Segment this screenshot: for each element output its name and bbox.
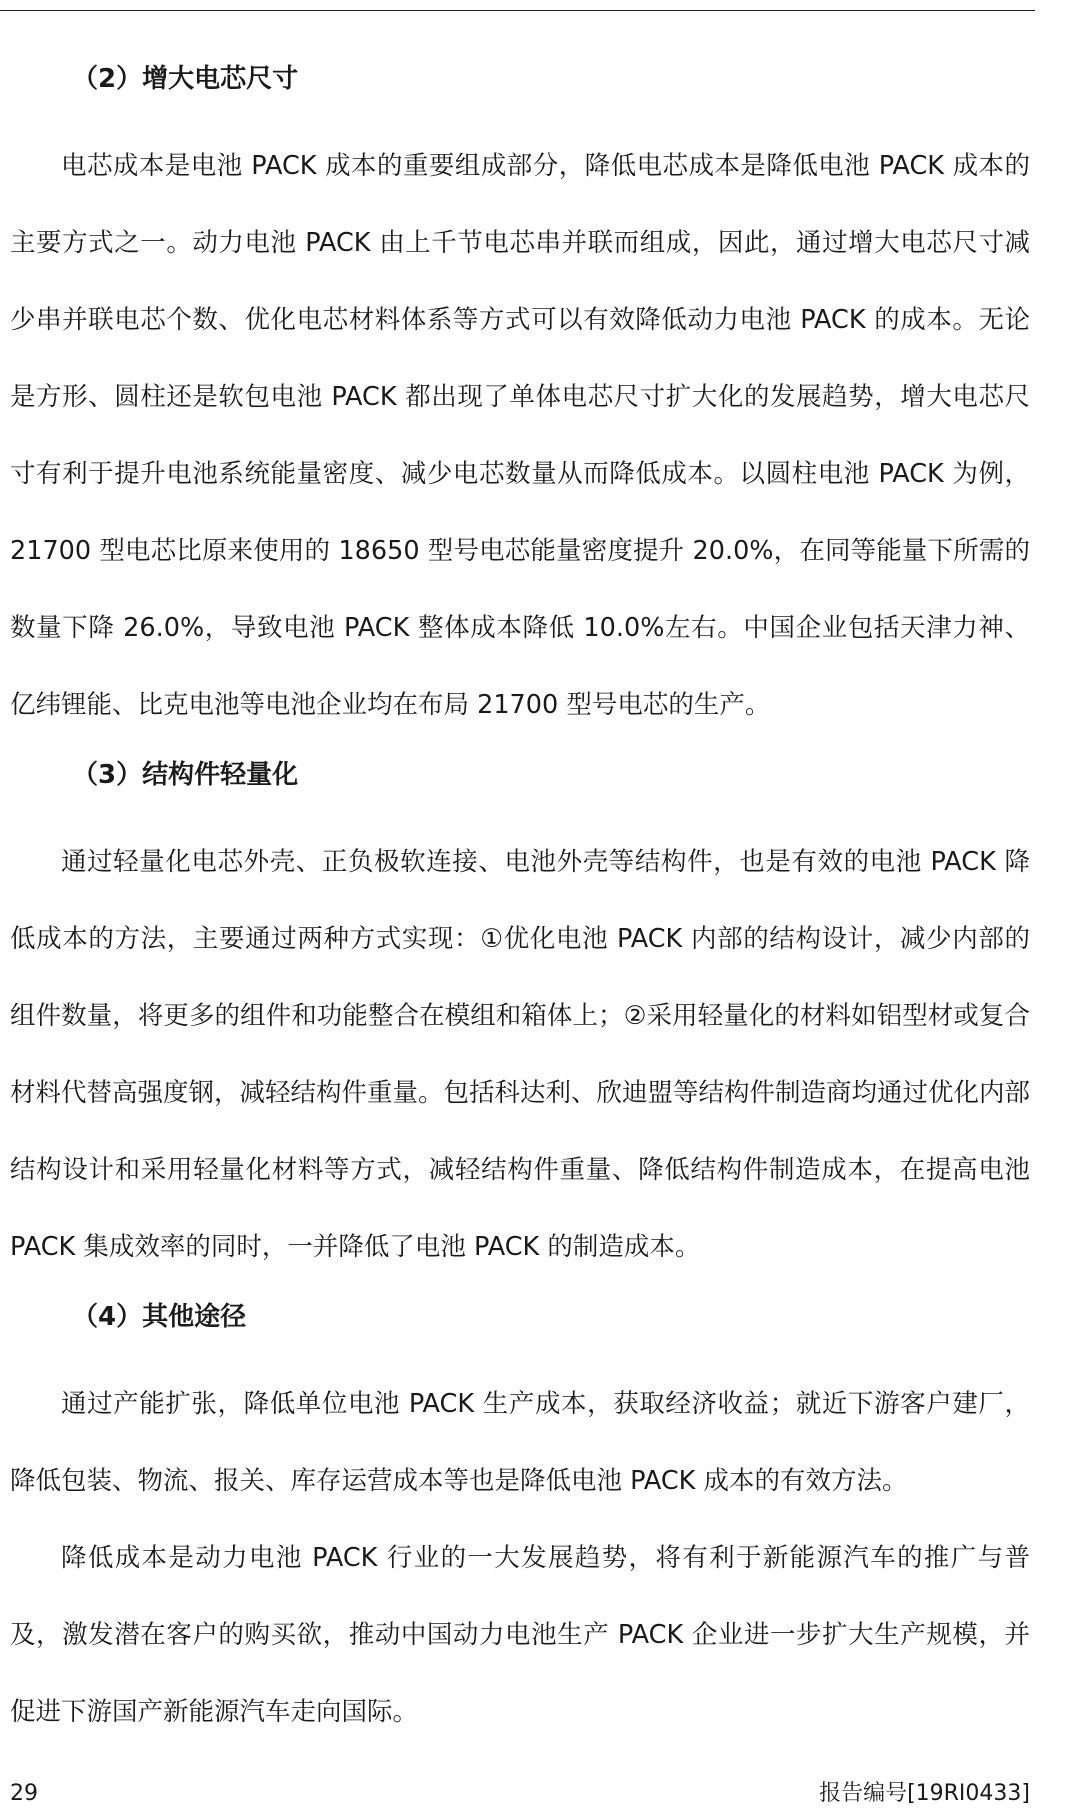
paragraph-lightweight: 通过轻量化电芯外壳、正负极软连接、电池外壳等结构件，也是有效的电池 PACK 降低成本的方法，主要通过两种方式实现：①优化电池 PACK 内部的结构设计，减少内部的组件数量，将更多的组件和功能整合在模组和箱体上；②采用轻量化的材料如铝型材或复合材料代替高强度钢，减轻结构件重量。包括科达利、欣迪盟等结构件制造商均通过优化内部结构设计和采用轻量化材料等方式，减轻结构件重量、降低结构件制造成本，在提高电池 PACK 集成效率的同时，一并降低了电池 PACK 的制造成本。 xyxy=(10,847,1031,1262)
paragraph-other-ways: 通过产能扩张，降低单位电池 PACK 生产成本，获取经济收益；就近下游客户建厂，降低包装、物流、报关、库存运营成本等也是降低电池 PACK 成本的有效方法。 xyxy=(10,1389,1030,1496)
paragraph-conclusion: 降低成本是动力电池 PACK 行业的一大发展趋势，将有利于新能源汽车的推广与普及，激发潜在客户的购买欲，推动中国动力电池生产 PACK 企业进一步扩大生产规模，并促进下游国产新能源汽车走向国际。 xyxy=(10,1543,1030,1727)
page-number: 29 xyxy=(10,1781,38,1806)
section-heading-3: （3）结构件轻量化 xyxy=(72,760,299,790)
header-rule xyxy=(0,10,1035,11)
document-body xyxy=(10,52,1030,1751)
paragraph-cell-size: 电芯成本是电池 PACK 成本的重要组成部分，降低电芯成本是降低电池 PACK 成本的主要方式之一。动力电池 PACK 由上千节电芯串并联而组成，因此，通过增大电芯尺寸减少串并联电芯个数、优化电芯材料体系等方式可以有效降低动力电池 PACK 的成本。无论是方形、圆柱还是软包电池 PACK 都出现了单体电芯尺寸扩大化的发展趋势，增大电芯尺寸有利于提升电池系统能量密度、减少电芯数量从而降低成本。以圆柱电池 PACK 为例，21700 型电芯比原来使用的 18650 型号电芯能量密度提升 20.0%，在同等能量下所需的数量下降 26.0%，导致电池 PACK 整体成本降低 10.0%左右。中国企业包括天津力神、亿纬锂能、比克电池等电池企业均在布局 21700 型号电芯的生产。 xyxy=(10,151,1030,720)
section-heading-2: （2）增大电芯尺寸 xyxy=(72,64,299,94)
section-heading-4: （4）其他途径 xyxy=(72,1302,247,1332)
report-number: 报告编号[19RI0433] xyxy=(819,1781,1030,1806)
